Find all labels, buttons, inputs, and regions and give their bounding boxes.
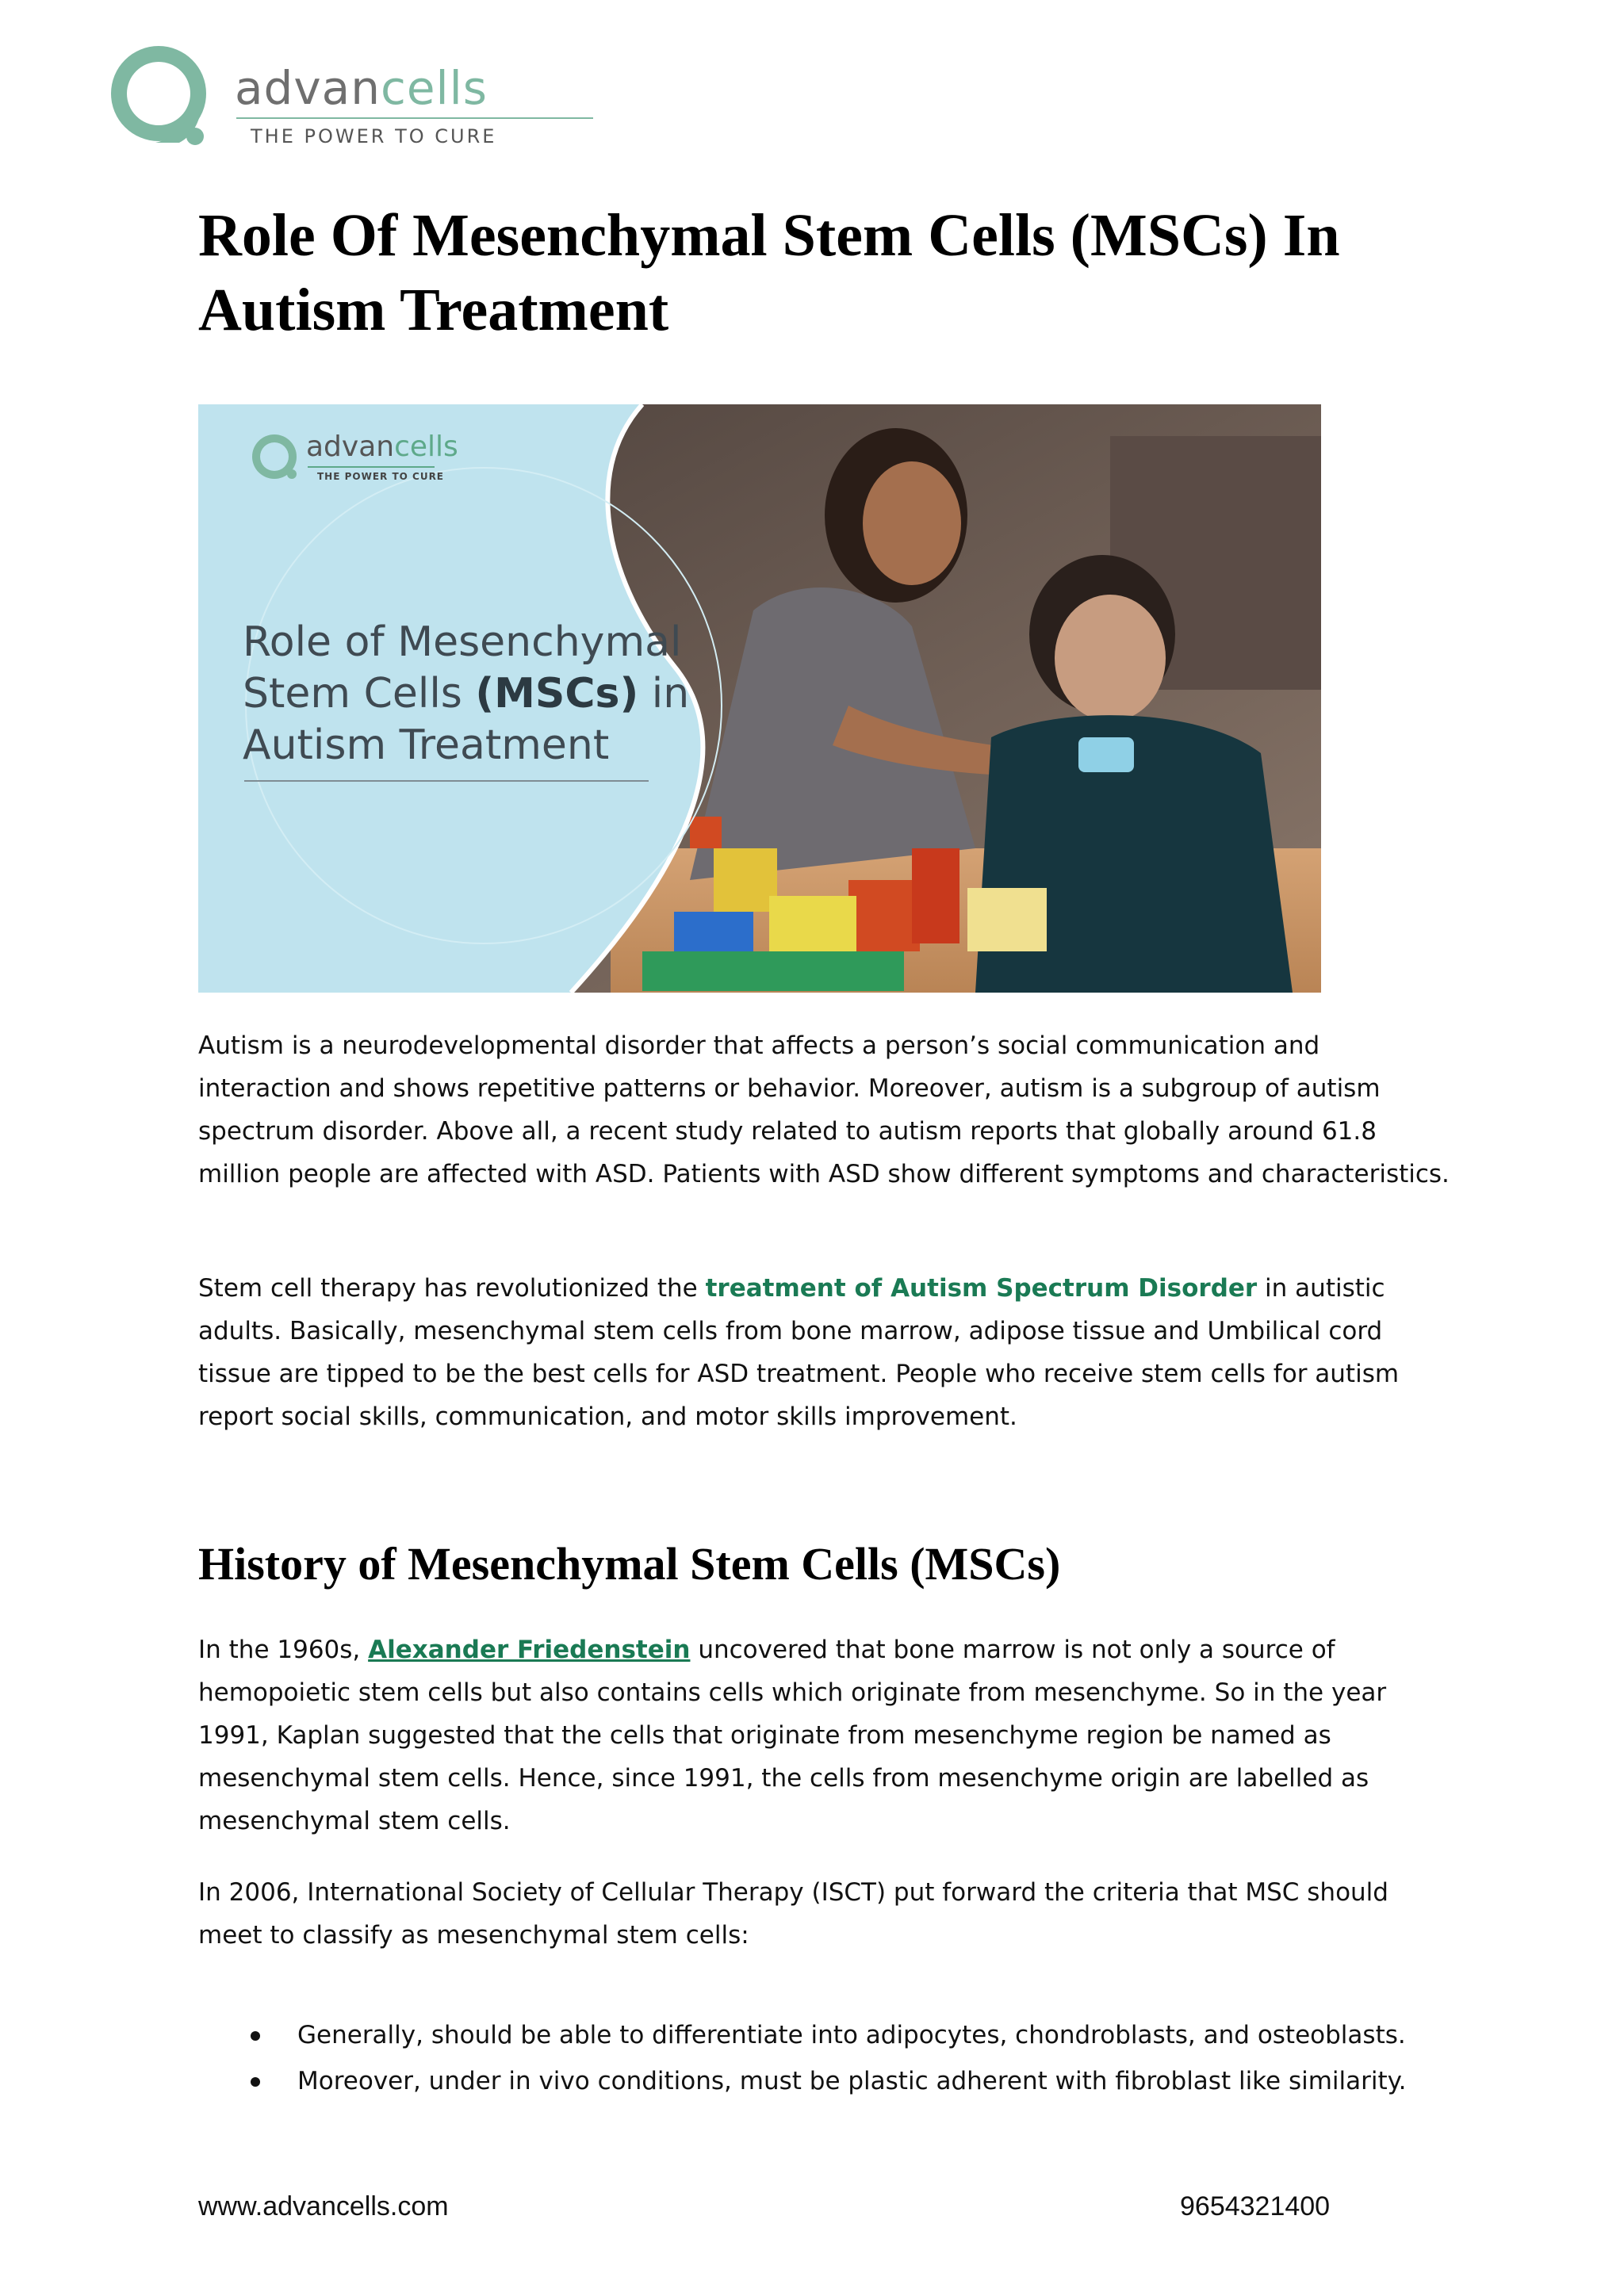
intro-paragraph: Autism is a neurodevelopmental disorder that affects a person’s social communication and interaction and shows repetitive patterns or behavior. Moreover, autism is a subgroup of autism spectrum disorder. Above all, a recent study related to autism reports that globally around 61.8 million people are affected with ASD. Patients with ASD show different symptoms and characteristics. <box>198 1031 1450 1188</box>
page-title: Role Of Mesenchymal Stem Cells (MSCs) In Autism Treatment <box>198 202 1340 343</box>
autism-treatment-link[interactable]: treatment of Autism Spectrum Disorder <box>705 1274 1258 1303</box>
criteria-list <box>198 2012 1451 2104</box>
hero-brand-tagline: THE POWER TO CURE <box>317 471 445 482</box>
alexander-friedenstein-link[interactable]: Alexander Friedenstein <box>368 1636 691 1664</box>
hero-brand-name: advancells <box>306 430 458 463</box>
brand-tagline: THE POWER TO CURE <box>251 125 497 147</box>
hero-title-line3: Autism Treatment <box>243 721 610 769</box>
section-heading: History of Mesenchymal Stem Cells (MSCs) <box>198 1538 1061 1590</box>
therapy-paragraph: Stem cell therapy has revolutionized the treatment of Autism Spectrum Disorder in autistic adults. Basically, mesenchymal stem cells from bone marrow, adipose tissue and Umbilical cord tissue are tipped to be the best cells for ASD treatment. People who receive stem cells for autism report social skills, communication, and motor skills improvement. <box>198 1274 1400 1431</box>
list-item: Moreover, under in vivo conditions, must be plastic adherent with fibroblast like similarity. <box>198 2058 1451 2104</box>
hero-image <box>198 404 1321 993</box>
hero-title-line1: Role of Mesenchymal <box>243 618 682 666</box>
criteria-paragraph: In 2006, International Society of Cellular Therapy (ISCT) put forward the criteria that MSC should meet to classify as mesenchymal stem cells: <box>198 1878 1388 1950</box>
logo-mark-icon <box>102 36 220 155</box>
footer-website[interactable]: www.advancells.com <box>198 2191 449 2221</box>
logo-rule <box>236 117 593 119</box>
list-item: Generally, should be able to differentiate into adipocytes, chondroblasts, and osteoblasts. <box>198 2012 1451 2058</box>
hero-title-rule <box>244 780 649 782</box>
footer-phone: 9654321400 <box>1180 2191 1331 2221</box>
hero-logo <box>246 428 458 499</box>
brand-name: advancells <box>235 61 488 115</box>
hero-logo-rule <box>308 466 435 468</box>
hero-title <box>243 617 750 771</box>
header-logo[interactable] <box>102 36 498 155</box>
history-paragraph: In the 1960s, Alexander Friedenstein uncovered that bone marrow is not only a source of hemopoietic stem cells but also contains cells which originate from mesenchyme. So in the year 1991, Kaplan suggested that the cells that originate from mesenchyme region be named as mesenchymal stem cells. Hence, since 1991, the cells from mesenchyme origin are labelled as mesenchymal stem cells. <box>198 1636 1387 1835</box>
hero-title-line2: Stem Cells (MSCs) in <box>243 670 690 718</box>
